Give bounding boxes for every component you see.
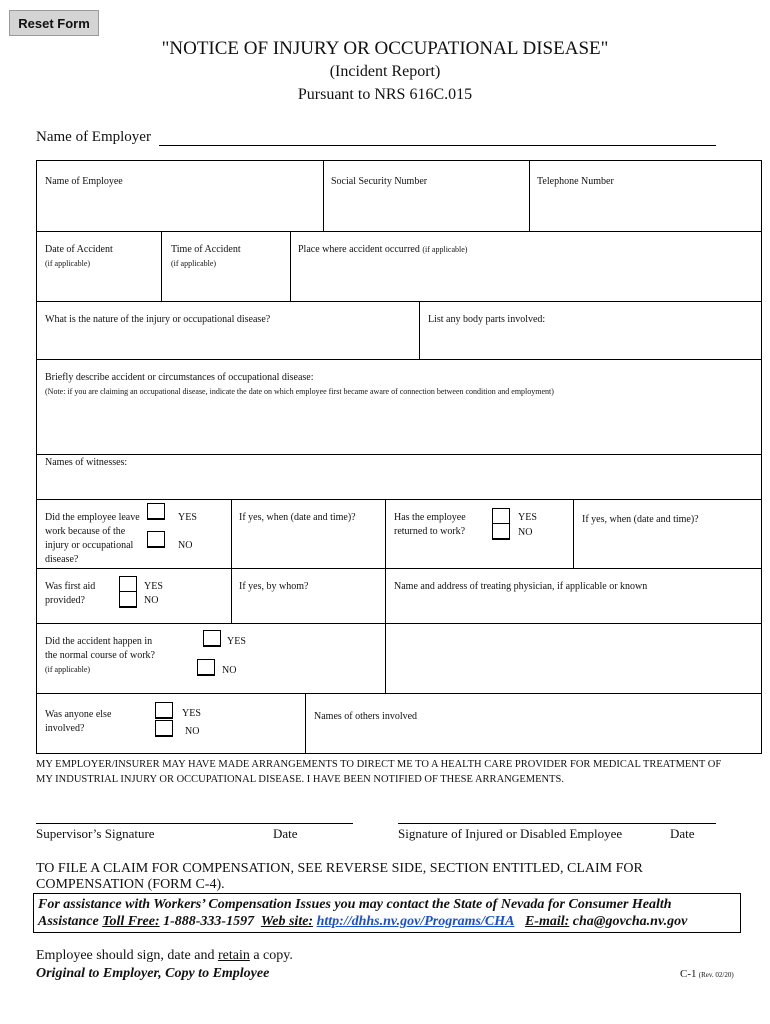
leave-work-label: Did the employee leave work because of the injury or occupational disease? — [45, 512, 140, 565]
assistance-line1: For assistance with Workers’ Compensation Issues you may contact the State of Nevada for Consumer Health — [38, 897, 672, 912]
supervisor-signature-line[interactable] — [36, 823, 353, 824]
first-aid-yes-label: YES — [144, 581, 163, 592]
employee-signature-line[interactable] — [398, 823, 716, 824]
by-whom-label: If yes, by whom? — [239, 581, 309, 592]
witnesses-label: Names of witnesses: — [45, 457, 128, 468]
employer-name-field[interactable] — [159, 145, 716, 146]
physician-label: Name and address of treating physician, if applicable or known — [394, 581, 648, 592]
claim-instructions: TO FILE A CLAIM FOR COMPENSATION, SEE REVERSE SIDE, SECTION ENTITLED, CLAIM FOR COMPENSATION (FORM C-4). — [36, 861, 643, 892]
normal-course-yes-label: YES — [227, 636, 246, 647]
cha-email: cha@govcha.nv.gov — [572, 914, 688, 929]
date-of-accident-label: Date of Accident — [45, 244, 113, 255]
form-title: "NOTICE OF INJURY OR OCCUPATIONAL DISEASE" — [161, 38, 609, 59]
distribution-note: Original to Employer, Copy to Employee — [36, 966, 270, 981]
employer-label: Name of Employer — [36, 129, 151, 145]
time-of-accident-label: Time of Accident — [171, 244, 241, 255]
others-involved-label: Names of others involved — [314, 711, 418, 722]
nature-label: What is the nature of the injury or occupational disease? — [45, 314, 271, 325]
leave-work-no-label: NO — [178, 540, 193, 551]
returned-no-label: NO — [518, 527, 533, 538]
place-label: Place where accident occurred (if applicable) — [298, 244, 468, 255]
normal-course-no-label: NO — [222, 665, 237, 676]
describe-note: (Note: if you are claiming an occupational disease, indicate the date on which employee first became aware of connection between condition and employment) — [45, 387, 554, 396]
anyone-else-no-checkbox[interactable] — [155, 720, 173, 737]
incident-form-table — [36, 160, 762, 754]
first-aid-no-label: NO — [144, 595, 159, 606]
employee-name-label: Name of Employee — [45, 176, 123, 187]
time-note: (if applicable) — [171, 259, 217, 268]
arrangements-notice: MY EMPLOYER/INSURER MAY HAVE MADE ARRANGEMENTS TO DIRECT ME TO A HEALTH CARE PROVIDER FOR MEDICAL TREATMENT OF MY INDUSTRIAL INJURY OR OCCUPATIONAL DISEASE. I HAVE BEEN NOTIFIED OF THESE ARRANGEMENTS. — [36, 759, 722, 785]
assistance-box — [33, 893, 741, 933]
form-statute: Pursuant to NRS 616C.015 — [297, 86, 473, 103]
telephone-label: Telephone Number — [537, 176, 614, 187]
normal-course-yes-checkbox[interactable] — [203, 630, 221, 647]
leave-work-no-checkbox[interactable] — [147, 531, 165, 548]
toll-free-number: 1-888-333-1597 — [163, 914, 255, 929]
returned-label: Has the employee returned to work? — [394, 512, 466, 537]
employee-date-label: Date — [670, 826, 695, 841]
form-subtitle: (Incident Report) — [329, 63, 441, 80]
date-note: (if applicable) — [45, 259, 91, 268]
anyone-else-yes-checkbox[interactable] — [155, 702, 173, 719]
leave-work-yes-label: YES — [178, 512, 197, 523]
returned-yes-label: YES — [518, 512, 537, 523]
describe-label: Briefly describe accident or circumstances of occupational disease: — [45, 372, 314, 383]
reset-form-button[interactable]: Reset Form — [9, 10, 99, 36]
first-aid-label: Was first aid provided? — [45, 581, 96, 606]
assistance-line2: Assistance Toll Free: 1-888-333-1597 Web site: http://dhhs.nv.gov/Programs/CHA E-mail: cha@govcha.nv.gov — [38, 914, 688, 929]
normal-course-no-checkbox[interactable] — [197, 659, 215, 676]
retain-copy-note: Employee should sign, date and retain a copy. — [36, 948, 293, 963]
returned-no-checkbox[interactable] — [492, 523, 510, 540]
supervisor-signature-label: Supervisor’s Signature — [36, 826, 155, 841]
returned-when-label: If yes, when (date and time)? — [582, 514, 699, 525]
leave-work-yes-checkbox[interactable] — [147, 503, 165, 520]
anyone-else-label: Was anyone else involved? — [45, 709, 112, 734]
supervisor-date-label: Date — [273, 826, 298, 841]
leave-when-label: If yes, when (date and time)? — [239, 512, 356, 523]
body-parts-label: List any body parts involved: — [428, 314, 546, 325]
anyone-else-yes-label: YES — [182, 708, 201, 719]
anyone-else-no-label: NO — [185, 726, 200, 737]
first-aid-no-checkbox[interactable] — [119, 591, 137, 608]
employee-signature-label: Signature of Injured or Disabled Employee — [398, 826, 623, 841]
normal-course-label: Did the accident happen in the normal course of work? (if applicable) — [45, 636, 155, 674]
form-revision: C-1 (Rev. 02/20) — [680, 968, 734, 980]
ssn-label: Social Security Number — [331, 176, 428, 187]
cha-website-link[interactable]: http://dhhs.nv.gov/Programs/CHA — [316, 914, 515, 929]
